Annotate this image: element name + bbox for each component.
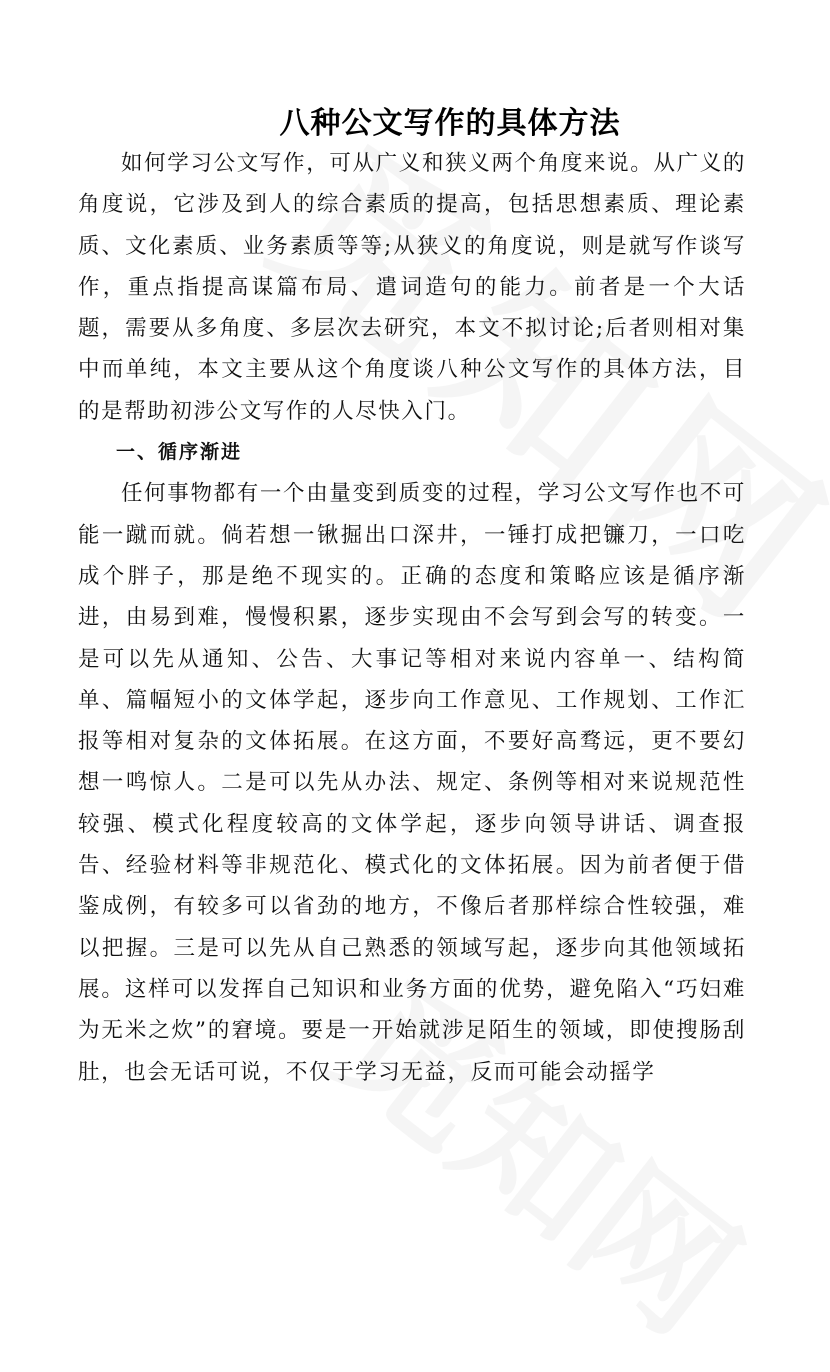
intro-paragraph: 如何学习公文写作，可从广义和狭义两个角度来说。从广义的角度说，它涉及到人的综合素质的提高，包括思想素质、理论素质、文化素质、业务素质等等;从狭义的角度说，则是就写作谈写作，重点指提高谋篇布局、遣词造句的能力。前者是一个大话题，需要从多角度、多层次去研究，本文不拟讨论;后者则相对集中而单纯，本文主要从这个角度谈八种公文写作的具体方法，目的是帮助初涉公文写作的人尽快入门。 xyxy=(78,151,746,424)
document-body xyxy=(78,143,746,1093)
section-paragraph: 任何事物都有一个由量变到质变的过程，学习公文写作也不可能一蹴而就。倘若想一锹掘出口深井，一锤打成把镰刀，一口吃成个胖子，那是绝不现实的。正确的态度和策略应该是循序渐进，由易到难，慢慢积累，逐步实现由不会写到会写的转变。一是可以先从通知、公告、大事记等相对来说内容单一、结构简单、篇幅短小的文体学起，逐步向工作意见、工作规划、工作汇报等相对复杂的文体拓展。在这方面，不要好高骛远，更不要幻想一鸣惊人。二是可以先从办法、规定、条例等相对来说规范性较强、模式化程度较高的文体学起，逐步向领导讲话、调查报告、经验材料等非规范化、模式化的文体拓展。因为前者便于借鉴成例，有较多可以省劲的地方，不像后者那样综合性较强，难以把握。三是可以先从自己熟悉的领域写起，逐步向其他领域拓展。这样可以发挥自己知识和业务方面的优势，避免陷入“巧妇难为无米之炊”的窘境。要是一开始就涉足陌生的领域，即使搜肠刮肚，也会无话可说，不仅于学习无益，反而可能会动摇学 xyxy=(78,481,746,1085)
section-heading: 一、循序渐进 xyxy=(116,441,243,464)
document-title: 八种公文写作的具体方法 xyxy=(279,106,621,141)
